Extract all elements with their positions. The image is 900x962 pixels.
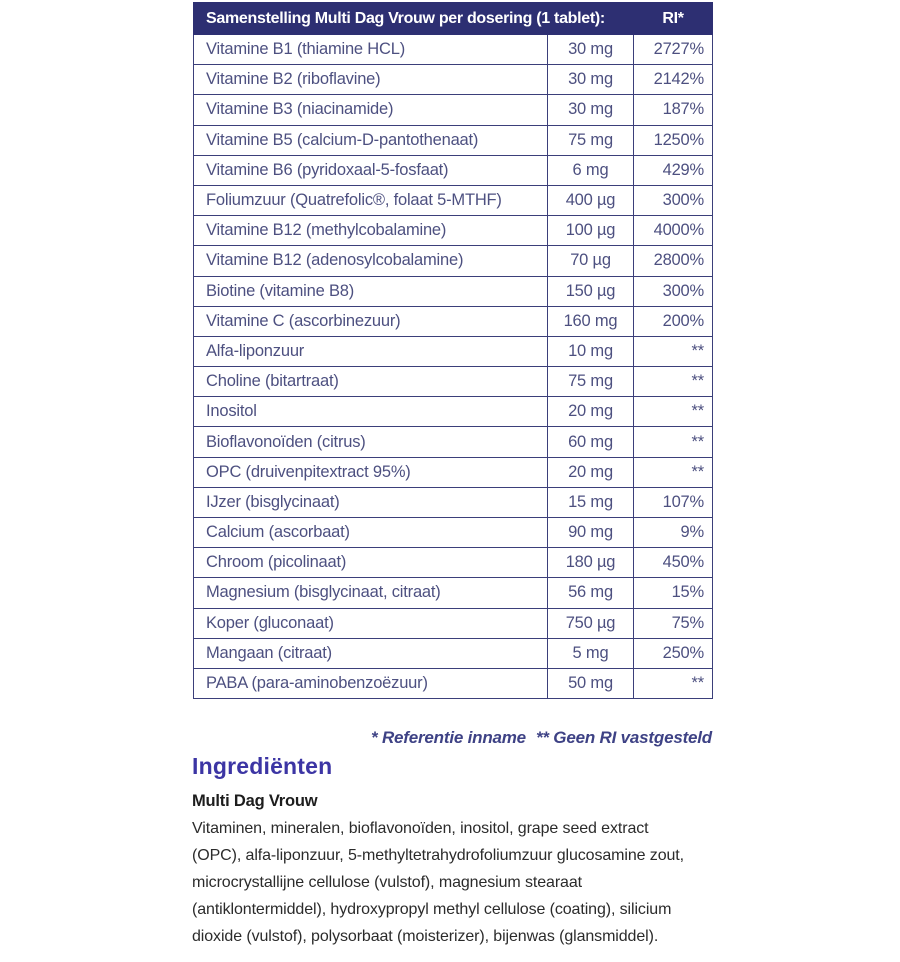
ingredient-name: Inositol	[194, 397, 548, 427]
table-title: Samenstelling Multi Dag Vrouw per dosering (1 tablet):	[194, 3, 634, 35]
ingredient-ri: **	[634, 367, 713, 397]
ingredient-ri: 2800%	[634, 246, 713, 276]
table-row	[194, 427, 713, 457]
ingredient-amount: 180 µg	[548, 548, 634, 578]
ingredient-name: Foliumzuur (Quatrefolic®, folaat 5-MTHF)	[194, 185, 548, 215]
ingredient-amount: 75 mg	[548, 367, 634, 397]
ingredient-name: Calcium (ascorbaat)	[194, 518, 548, 548]
ingredient-ri: 200%	[634, 306, 713, 336]
ingredient-amount: 56 mg	[548, 578, 634, 608]
ingredient-ri: **	[634, 397, 713, 427]
table-row	[194, 246, 713, 276]
ingredient-ri: 429%	[634, 155, 713, 185]
ingredient-name: Vitamine B3 (niacinamide)	[194, 95, 548, 125]
ingredient-name: Vitamine B12 (methylcobalamine)	[194, 216, 548, 246]
ingredient-ri: 300%	[634, 276, 713, 306]
ingredient-amount: 100 µg	[548, 216, 634, 246]
ingredient-amount: 30 mg	[548, 65, 634, 95]
table-row	[194, 35, 713, 65]
ingredient-amount: 15 mg	[548, 487, 634, 517]
table-row	[194, 125, 713, 155]
ingredient-ri: **	[634, 457, 713, 487]
ingredient-name: Mangaan (citraat)	[194, 638, 548, 668]
ingredient-ri: **	[634, 427, 713, 457]
ingredient-ri: 187%	[634, 95, 713, 125]
ingredient-name: Biotine (vitamine B8)	[194, 276, 548, 306]
ingredient-ri: 107%	[634, 487, 713, 517]
ingredient-ri: 9%	[634, 518, 713, 548]
ingredient-ri: 450%	[634, 548, 713, 578]
table-header-row	[194, 3, 713, 35]
ingredient-ri: 75%	[634, 608, 713, 638]
ingredient-name: IJzer (bisglycinaat)	[194, 487, 548, 517]
table-row	[194, 276, 713, 306]
table-body	[194, 35, 713, 699]
table-row	[194, 638, 713, 668]
table-row	[194, 367, 713, 397]
ingredient-amount: 20 mg	[548, 397, 634, 427]
table-row	[194, 668, 713, 698]
ingredient-ri: 2142%	[634, 65, 713, 95]
table-row	[194, 306, 713, 336]
ingredient-amount: 75 mg	[548, 125, 634, 155]
footnote-geen-ri: ** Geen RI vastgesteld	[535, 728, 712, 747]
ingredient-amount: 6 mg	[548, 155, 634, 185]
table-row	[194, 457, 713, 487]
footnote-reference-inname: * Referentie inname	[371, 728, 526, 747]
ingredient-name: Koper (gluconaat)	[194, 608, 548, 638]
ingredient-amount: 30 mg	[548, 35, 634, 65]
ingredient-ri: 4000%	[634, 216, 713, 246]
ingredient-name: PABA (para-aminobenzoëzuur)	[194, 668, 548, 698]
ingredient-amount: 5 mg	[548, 638, 634, 668]
ingredient-name: OPC (druivenpitextract 95%)	[194, 457, 548, 487]
ingredient-name: Vitamine C (ascorbinezuur)	[194, 306, 548, 336]
ingredient-amount: 10 mg	[548, 336, 634, 366]
table-row	[194, 65, 713, 95]
ingredient-name: Bioflavonoïden (citrus)	[194, 427, 548, 457]
table-row	[194, 578, 713, 608]
table-row	[194, 185, 713, 215]
ingredient-ri: 15%	[634, 578, 713, 608]
supplement-facts-table	[193, 2, 713, 699]
ingredient-name: Vitamine B1 (thiamine HCL)	[194, 35, 548, 65]
ingredient-amount: 160 mg	[548, 306, 634, 336]
ingredient-name: Alfa-liponzuur	[194, 336, 548, 366]
ingredients-heading: Ingrediënten	[192, 753, 333, 779]
ingredient-ri: 250%	[634, 638, 713, 668]
product-name: Multi Dag Vrouw	[192, 792, 318, 810]
table-row	[194, 548, 713, 578]
table-row	[194, 95, 713, 125]
ingredient-ri: 1250%	[634, 125, 713, 155]
table-row	[194, 608, 713, 638]
ri-column-header: RI*	[634, 3, 713, 35]
footnote	[193, 728, 712, 748]
ingredient-ri: **	[634, 668, 713, 698]
ingredient-amount: 60 mg	[548, 427, 634, 457]
ingredient-amount: 400 µg	[548, 185, 634, 215]
ingredient-amount: 30 mg	[548, 95, 634, 125]
ingredient-amount: 50 mg	[548, 668, 634, 698]
table-row	[194, 518, 713, 548]
ingredient-name: Vitamine B2 (riboflavine)	[194, 65, 548, 95]
ingredient-name: Choline (bitartraat)	[194, 367, 548, 397]
table-row	[194, 216, 713, 246]
table-row	[194, 336, 713, 366]
ingredient-name: Vitamine B5 (calcium-D-pantothenaat)	[194, 125, 548, 155]
ingredients-description: Vitaminen, mineralen, bioflavonoïden, inositol, grape seed extract (OPC), alfa-liponzuur, 5-methyltetrahydrofoliumzuur glucosamine zout, microcrystallijne cellulose (vulstof), magnesium stearaat (antiklontermiddel), hydroxypropyl methyl cellulose (coating), silicium dioxide (vulstof), polysorbaat (moisterizer), bijenwas (glansmiddel).	[192, 820, 684, 945]
ingredient-amount: 70 µg	[548, 246, 634, 276]
table-row	[194, 397, 713, 427]
ingredient-amount: 150 µg	[548, 276, 634, 306]
table-row	[194, 487, 713, 517]
ingredient-amount: 750 µg	[548, 608, 634, 638]
ingredient-name: Magnesium (bisglycinaat, citraat)	[194, 578, 548, 608]
ingredient-ri: 300%	[634, 185, 713, 215]
ingredient-ri: 2727%	[634, 35, 713, 65]
ingredient-name: Vitamine B6 (pyridoxaal-5-fosfaat)	[194, 155, 548, 185]
table-row	[194, 155, 713, 185]
ingredient-name: Chroom (picolinaat)	[194, 548, 548, 578]
ingredient-ri: **	[634, 336, 713, 366]
ingredient-amount: 90 mg	[548, 518, 634, 548]
ingredient-name: Vitamine B12 (adenosylcobalamine)	[194, 246, 548, 276]
ingredient-amount: 20 mg	[548, 457, 634, 487]
